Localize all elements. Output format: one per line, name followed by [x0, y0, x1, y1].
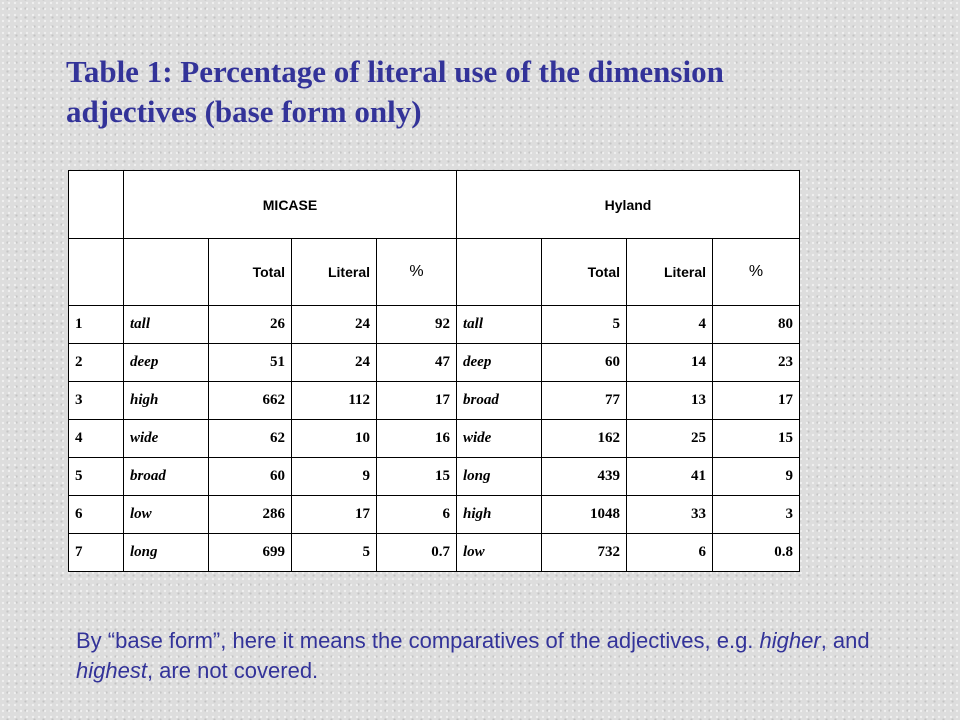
- rank-cell: 2: [69, 344, 124, 382]
- hyland-literal-cell: 6: [627, 534, 713, 572]
- hyland-word-cell: long: [457, 458, 542, 496]
- slide-title-line-1: Table 1: Percentage of literal use of the dimension: [66, 54, 724, 89]
- group-header-hyland: Hyland: [457, 171, 800, 239]
- micase-literal-cell: 112: [292, 382, 377, 420]
- micase-literal-cell: 5: [292, 534, 377, 572]
- group-header-row: [69, 171, 800, 239]
- hyland-word-cell: low: [457, 534, 542, 572]
- literal-use-table: [68, 170, 800, 572]
- micase-literal-cell: 9: [292, 458, 377, 496]
- footnote-example-highest: highest: [76, 658, 147, 683]
- hyland-literal-cell: 41: [627, 458, 713, 496]
- table-row: [69, 496, 800, 534]
- rank-cell: 7: [69, 534, 124, 572]
- micase-literal-cell: 24: [292, 344, 377, 382]
- rank-cell: 4: [69, 420, 124, 458]
- micase-percent-cell: 92: [377, 306, 457, 344]
- table-row: [69, 534, 800, 572]
- micase-percent-cell: 16: [377, 420, 457, 458]
- table-row: [69, 382, 800, 420]
- micase-percent-cell: 17: [377, 382, 457, 420]
- corner-cell: [69, 171, 124, 239]
- micase-word-cell: low: [124, 496, 209, 534]
- hyland-literal-cell: 33: [627, 496, 713, 534]
- hyland-word-cell: wide: [457, 420, 542, 458]
- rank-header-cell: [69, 239, 124, 306]
- rank-cell: 3: [69, 382, 124, 420]
- hyland-percent-cell: 80: [713, 306, 800, 344]
- micase-literal-header: Literal: [292, 239, 377, 306]
- micase-total-cell: 699: [209, 534, 292, 572]
- hyland-percent-cell: 23: [713, 344, 800, 382]
- micase-total-cell: 62: [209, 420, 292, 458]
- table-row: [69, 306, 800, 344]
- sub-header-row: [69, 239, 800, 306]
- table-body: [69, 306, 800, 572]
- rank-cell: 5: [69, 458, 124, 496]
- micase-percent-cell: 6: [377, 496, 457, 534]
- micase-percent-cell: 47: [377, 344, 457, 382]
- micase-word-header-cell: [124, 239, 209, 306]
- hyland-total-cell: 1048: [542, 496, 627, 534]
- hyland-percent-cell: 3: [713, 496, 800, 534]
- micase-total-header: Total: [209, 239, 292, 306]
- micase-literal-cell: 17: [292, 496, 377, 534]
- hyland-total-cell: 77: [542, 382, 627, 420]
- slide-title: [66, 52, 926, 132]
- micase-word-cell: deep: [124, 344, 209, 382]
- group-header-micase: MICASE: [124, 171, 457, 239]
- hyland-total-cell: 5: [542, 306, 627, 344]
- footnote-example-higher: higher: [759, 628, 821, 653]
- micase-word-cell: wide: [124, 420, 209, 458]
- footnote-text-3: , are not covered.: [146, 658, 319, 683]
- footnote-text-2: , and: [820, 628, 870, 653]
- hyland-word-cell: high: [457, 496, 542, 534]
- hyland-literal-cell: 14: [627, 344, 713, 382]
- micase-word-cell: high: [124, 382, 209, 420]
- hyland-percent-header: %: [713, 239, 800, 306]
- hyland-percent-cell: 9: [713, 458, 800, 496]
- rank-cell: 1: [69, 306, 124, 344]
- hyland-total-cell: 439: [542, 458, 627, 496]
- micase-word-cell: long: [124, 534, 209, 572]
- micase-percent-cell: 0.7: [377, 534, 457, 572]
- hyland-word-header-cell: [457, 239, 542, 306]
- micase-total-cell: 60: [209, 458, 292, 496]
- hyland-percent-cell: 0.8: [713, 534, 800, 572]
- micase-percent-cell: 15: [377, 458, 457, 496]
- micase-total-cell: 662: [209, 382, 292, 420]
- footnote-text-1: By “base form”, here it means the comparatives of the adjectives, e.g.: [76, 628, 760, 653]
- hyland-literal-cell: 13: [627, 382, 713, 420]
- hyland-word-cell: tall: [457, 306, 542, 344]
- hyland-word-cell: deep: [457, 344, 542, 382]
- hyland-total-cell: 732: [542, 534, 627, 572]
- table-row: [69, 458, 800, 496]
- hyland-literal-header: Literal: [627, 239, 713, 306]
- hyland-literal-cell: 4: [627, 306, 713, 344]
- footnote: [76, 626, 936, 686]
- micase-total-cell: 286: [209, 496, 292, 534]
- micase-literal-cell: 24: [292, 306, 377, 344]
- hyland-percent-cell: 17: [713, 382, 800, 420]
- table-row: [69, 344, 800, 382]
- micase-word-cell: broad: [124, 458, 209, 496]
- micase-total-cell: 26: [209, 306, 292, 344]
- hyland-total-cell: 60: [542, 344, 627, 382]
- micase-word-cell: tall: [124, 306, 209, 344]
- hyland-total-cell: 162: [542, 420, 627, 458]
- hyland-word-cell: broad: [457, 382, 542, 420]
- table-row: [69, 420, 800, 458]
- hyland-literal-cell: 25: [627, 420, 713, 458]
- micase-percent-header: %: [377, 239, 457, 306]
- slide-title-line-2: adjectives (base form only): [66, 94, 422, 129]
- micase-total-cell: 51: [209, 344, 292, 382]
- micase-literal-cell: 10: [292, 420, 377, 458]
- rank-cell: 6: [69, 496, 124, 534]
- hyland-percent-cell: 15: [713, 420, 800, 458]
- hyland-total-header: Total: [542, 239, 627, 306]
